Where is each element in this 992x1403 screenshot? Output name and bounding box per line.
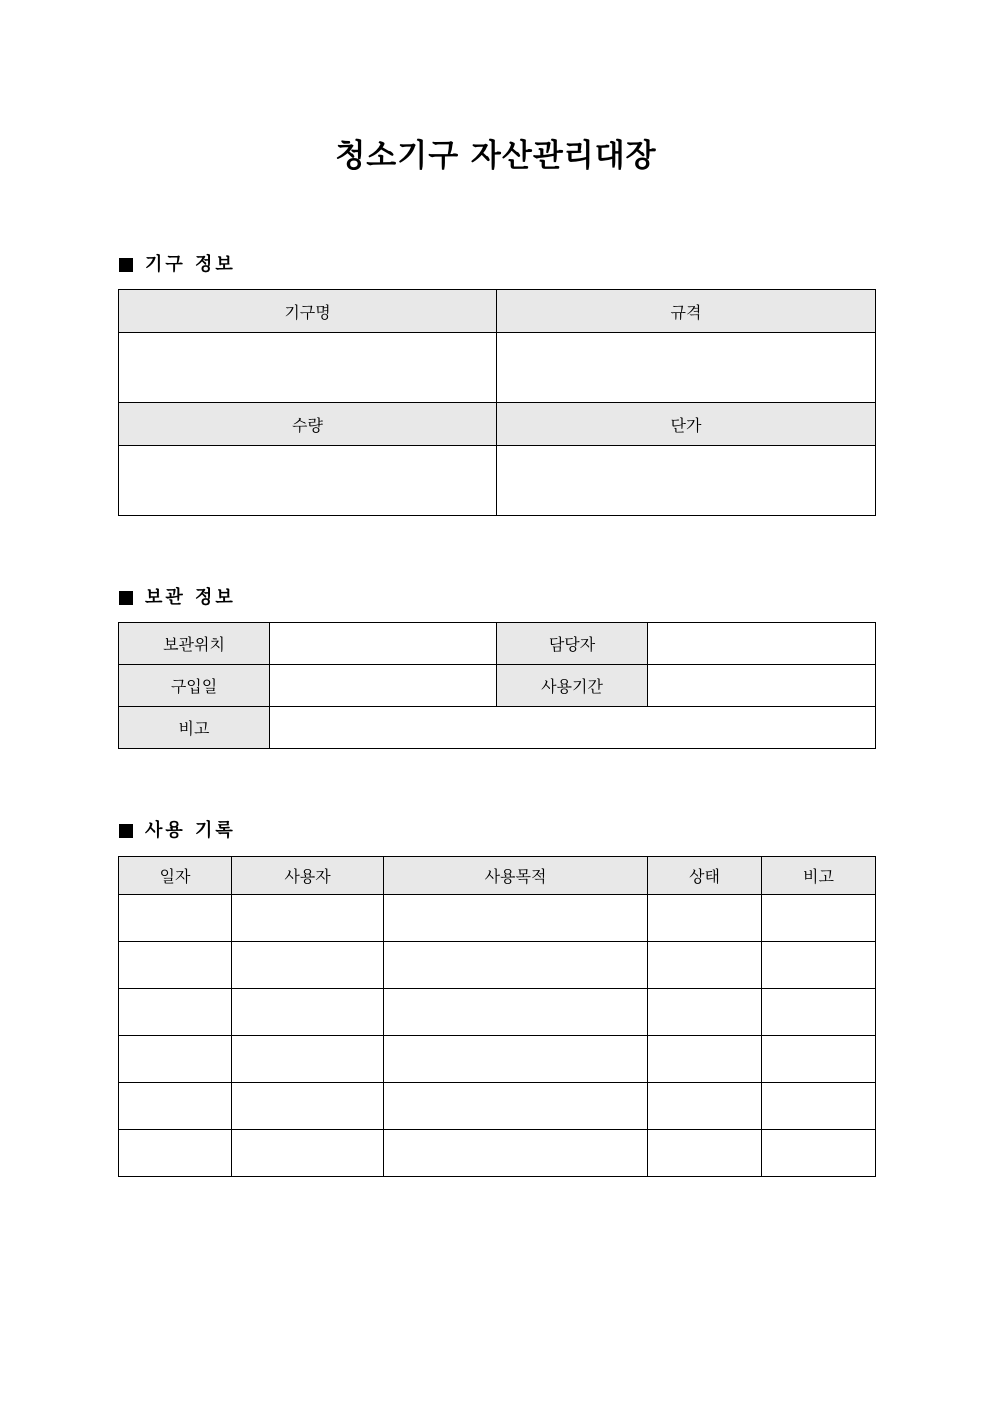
column-header-user: 사용자 — [232, 857, 384, 895]
cell-purpose[interactable] — [384, 895, 648, 942]
value-equipment-name[interactable] — [119, 333, 497, 403]
cell-status[interactable] — [648, 942, 762, 989]
value-location[interactable] — [270, 623, 497, 665]
cell-remarks[interactable] — [762, 1083, 876, 1130]
equipment-info-table — [118, 289, 876, 516]
label-purchase-date: 구입일 — [119, 665, 270, 707]
cell-status[interactable] — [648, 1036, 762, 1083]
cell-date[interactable] — [119, 942, 232, 989]
cell-status[interactable] — [648, 989, 762, 1036]
cell-date[interactable] — [119, 1083, 232, 1130]
cell-status[interactable] — [648, 1083, 762, 1130]
cell-remarks[interactable] — [762, 1036, 876, 1083]
cell-user[interactable] — [232, 1083, 384, 1130]
value-spec[interactable] — [497, 333, 876, 403]
cell-date[interactable] — [119, 1130, 232, 1177]
label-usage-period: 사용기간 — [497, 665, 648, 707]
cell-user[interactable] — [232, 989, 384, 1036]
black-square-icon — [119, 824, 133, 838]
label-location: 보관위치 — [119, 623, 270, 665]
column-header-date: 일자 — [119, 857, 232, 895]
black-square-icon — [119, 591, 133, 605]
label-remarks: 비고 — [119, 707, 270, 749]
cell-user[interactable] — [232, 942, 384, 989]
usage-record-table — [118, 856, 876, 1177]
section-heading-storage — [119, 586, 236, 610]
cell-purpose[interactable] — [384, 989, 648, 1036]
value-manager[interactable] — [648, 623, 876, 665]
table-row — [119, 1130, 876, 1177]
cell-status[interactable] — [648, 895, 762, 942]
label-manager: 담당자 — [497, 623, 648, 665]
value-usage-period[interactable] — [648, 665, 876, 707]
cell-purpose[interactable] — [384, 1036, 648, 1083]
cell-user[interactable] — [232, 1130, 384, 1177]
table-row — [119, 1083, 876, 1130]
cell-user[interactable] — [232, 895, 384, 942]
table-row — [119, 989, 876, 1036]
cell-purpose[interactable] — [384, 942, 648, 989]
cell-purpose[interactable] — [384, 1130, 648, 1177]
value-quantity[interactable] — [119, 446, 497, 516]
storage-info-table — [118, 622, 876, 749]
table-row — [119, 1036, 876, 1083]
cell-purpose[interactable] — [384, 1083, 648, 1130]
cell-user[interactable] — [232, 1036, 384, 1083]
column-header-purpose: 사용목적 — [384, 857, 648, 895]
column-header-remarks: 비고 — [762, 857, 876, 895]
section-heading-equipment — [119, 253, 236, 277]
value-unit-price[interactable] — [497, 446, 876, 516]
section-heading-usage — [119, 819, 236, 843]
table-row — [119, 942, 876, 989]
label-spec: 규격 — [497, 290, 876, 333]
cell-remarks[interactable] — [762, 989, 876, 1036]
cell-date[interactable] — [119, 989, 232, 1036]
label-unit-price: 단가 — [497, 403, 876, 446]
page-title: 청소기구 자산관리대장 — [335, 138, 657, 174]
value-purchase-date[interactable] — [270, 665, 497, 707]
cell-date[interactable] — [119, 1036, 232, 1083]
cell-remarks[interactable] — [762, 1130, 876, 1177]
label-equipment-name: 기구명 — [119, 290, 497, 333]
cell-remarks[interactable] — [762, 895, 876, 942]
label-quantity: 수량 — [119, 403, 497, 446]
section-heading-label: 보관 정보 — [145, 587, 236, 608]
column-header-status: 상태 — [648, 857, 762, 895]
cell-date[interactable] — [119, 895, 232, 942]
cell-status[interactable] — [648, 1130, 762, 1177]
cell-remarks[interactable] — [762, 942, 876, 989]
value-remarks[interactable] — [270, 707, 876, 749]
black-square-icon — [119, 258, 133, 272]
table-row — [119, 895, 876, 942]
section-heading-label: 사용 기록 — [145, 820, 236, 841]
section-heading-label: 기구 정보 — [145, 254, 236, 275]
